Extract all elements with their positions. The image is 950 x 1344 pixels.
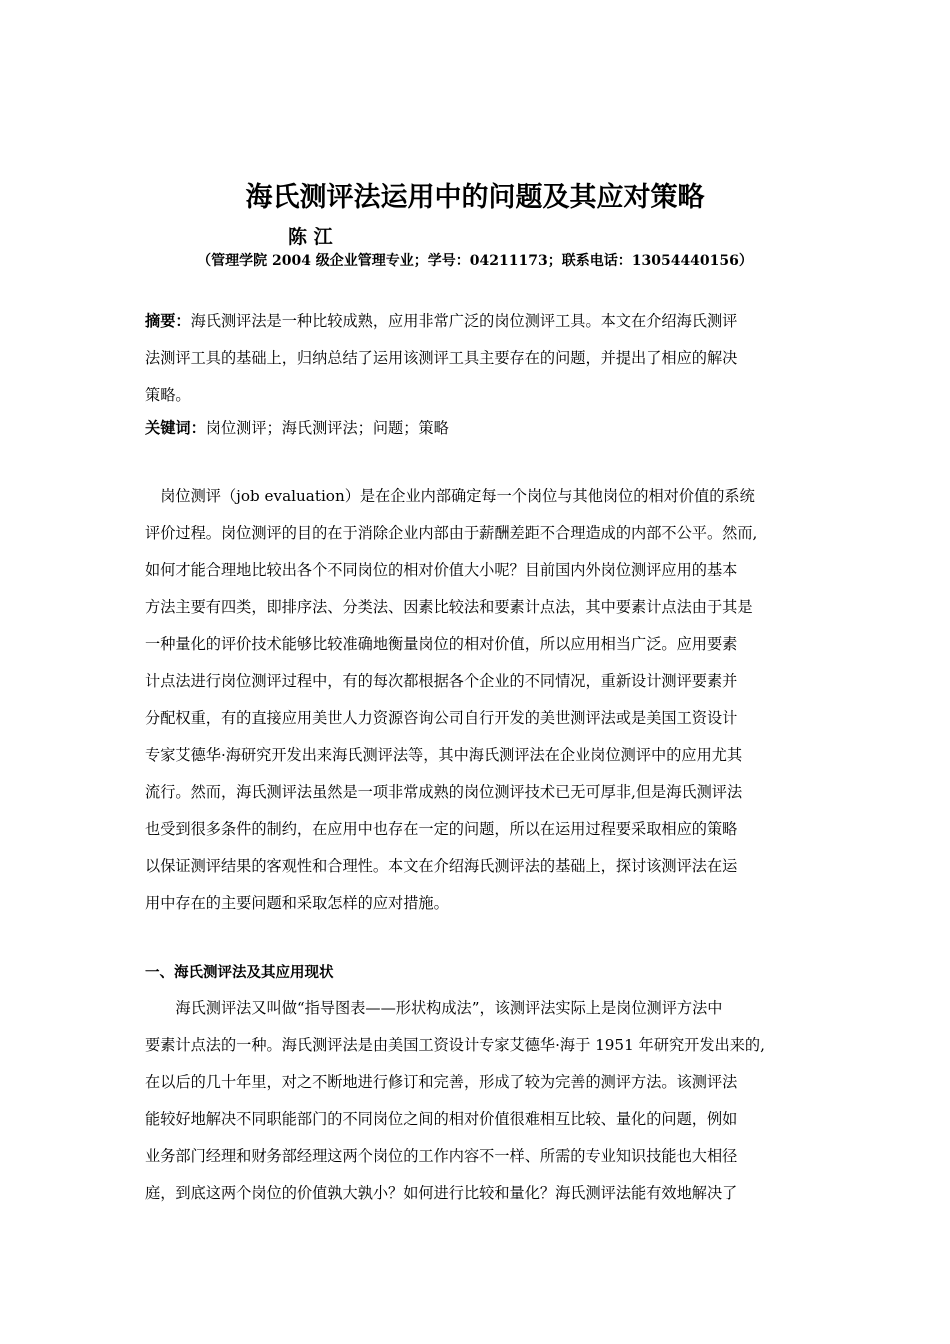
author-name: 陈 江 xyxy=(288,226,333,248)
keywords-paragraph xyxy=(145,410,810,447)
abstract-line: 法测评工具的基础上，归纳总结了运用该测评工具主要存在的问题，并提出了相应的解决 xyxy=(145,349,738,367)
paper-title: 海氏测评法运用中的问题及其应对策略 xyxy=(245,182,705,213)
section-line: 在以后的几十年里，对之不断地进行修订和完善，形成了较为完善的测评方法。该测评法 xyxy=(145,1073,738,1091)
section-line: 海氏测评法又叫做“指导图表——形状构成法”，该测评法实际上是岗位测评方法中 xyxy=(145,999,723,1017)
keywords-line xyxy=(145,410,810,447)
section-line: 庭，到底这两个岗位的价值孰大孰小？如何进行比较和量化？海氏测评法能有效地解决了 xyxy=(145,1184,738,1202)
intro-line: 方法主要有四类，即排序法、分类法、因素比较法和要素计点法，其中要素计点法由于其是 xyxy=(145,598,753,616)
keywords-text: 岗位测评；海氏测评法；问题；策略 xyxy=(205,419,449,437)
section-line: 业务部门经理和财务部经理这两个岗位的工作内容不一样、所需的专业知识技能也大相径 xyxy=(145,1147,738,1165)
keywords-label: 关键词： xyxy=(145,419,206,437)
intro-line: 岗位测评（job evaluation）是在企业内部确定每一个岗位与其他岗位的相对价值的系统 xyxy=(145,487,755,505)
intro-line: 也受到很多条件的制约，在应用中也存在一定的问题，所以在运用过程要采取相应的策略 xyxy=(145,820,738,838)
intro-line: 计点法进行岗位测评过程中，有的每次都根据各个企业的不同情况，重新设计测评要素并 xyxy=(145,672,738,690)
intro-line: 用中存在的主要问题和采取怎样的应对措施。 xyxy=(145,894,449,912)
abstract-label: 摘要： xyxy=(145,312,191,330)
section-line: 能较好地解决不同职能部门的不同岗位之间的相对价值很难相互比较、量化的问题，例如 xyxy=(145,1110,738,1128)
abstract-text: 海氏测评法是一种比较成熟，应用非常广泛的岗位测评工具。本文在介绍海氏测评 xyxy=(190,312,738,330)
intro-line: 以保证测评结果的客观性和合理性。本文在介绍海氏测评法的基础上，探讨该测评法在运 xyxy=(145,857,738,875)
intro-line: 分配权重，有的直接应用美世人力资源咨询公司自行开发的美世测评法或是美国工资设计 xyxy=(145,709,738,727)
section-line: 要素计点法的一种。海氏测评法是由美国工资设计专家艾德华·海于 1951 年研究开发出来的, xyxy=(145,1036,765,1054)
abstract-paragraph xyxy=(145,303,810,414)
intro-line: 评价过程。岗位测评的目的在于消除企业内部由于薪酬差距不合理造成的内部不公平。然而, xyxy=(145,524,758,542)
author-affiliation: （管理学院 2004 级企业管理专业；学号：04211173；联系电话：13054440156） xyxy=(197,253,753,269)
abstract-line: 策略。 xyxy=(145,386,191,404)
intro-line: 如何才能合理地比较出各个不同岗位的相对价值大小呢？目前国内外岗位测评应用的基本 xyxy=(145,561,738,579)
intro-line: 一种量化的评价技术能够比较准确地衡量岗位的相对价值，所以应用相当广泛。应用要素 xyxy=(145,635,738,653)
intro-line: 专家艾德华·海研究开发出来海氏测评法等，其中海氏测评法在企业岗位测评中的应用尤其 xyxy=(145,746,743,764)
intro-line: 流行。然而，海氏测评法虽然是一项非常成熟的岗位测评技术已无可厚非,但是海氏测评法 xyxy=(145,783,743,801)
section-paragraph xyxy=(145,990,810,1212)
intro-paragraph xyxy=(145,478,810,922)
section-heading: 一、海氏测评法及其应用现状 xyxy=(145,965,334,981)
abstract-line xyxy=(145,303,810,340)
